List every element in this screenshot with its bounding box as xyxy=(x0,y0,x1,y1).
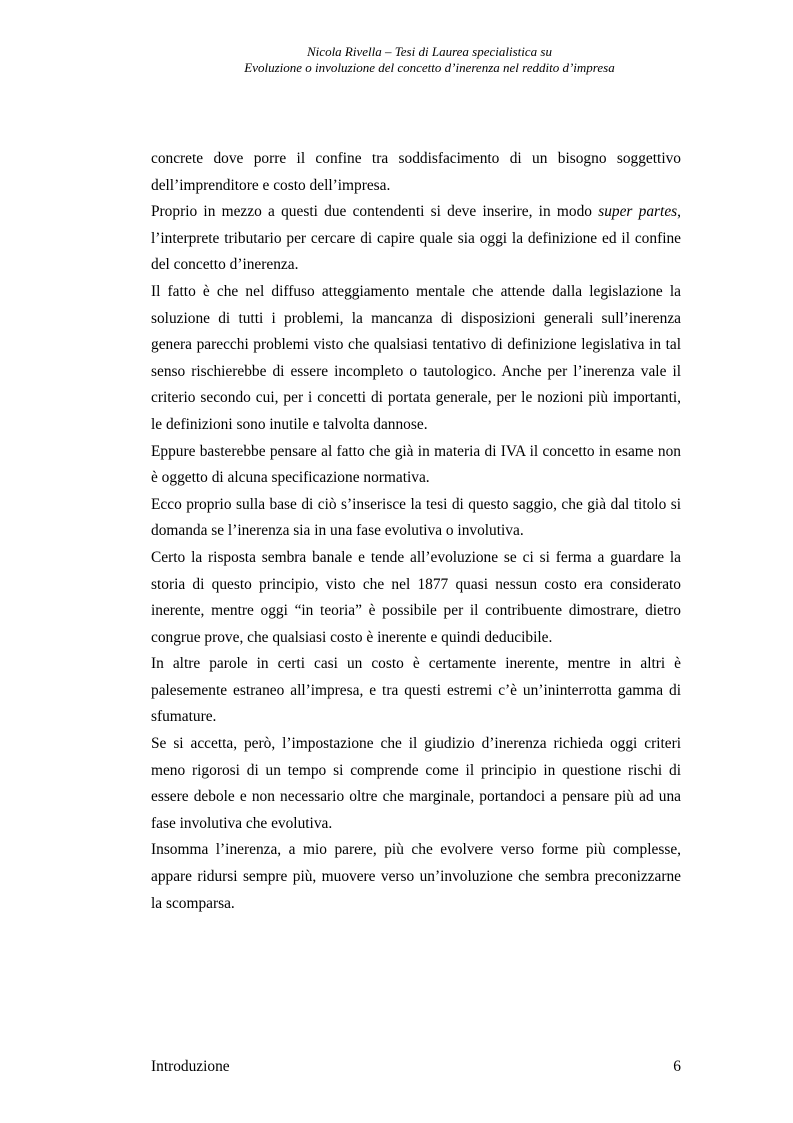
paragraph: Se si accetta, però, l’impostazione che il giudizio d’inerenza richieda oggi criteri meno rigorosi di un tempo si comprende come il principio in questione rischi di essere debole e non necessario oltre che marginale, portandoci a pensare più ad una fase involutiva che evolutiva. xyxy=(151,735,681,832)
paragraph: Ecco proprio sulla base di ciò s’inserisce la tesi di questo saggio, che già dal titolo si domanda se l’inerenza sia in una fase evolutiva o involutiva. xyxy=(151,495,681,540)
paragraph-text: Proprio in mezzo a questi due contendenti si deve inserire, in modo xyxy=(151,203,599,221)
body-text xyxy=(151,146,681,917)
paragraph: Certo la risposta sembra banale e tende all’evoluzione se ci si ferma a guardare la storia di questo principio, visto che nel 1877 quasi nessun costo era considerato inerente, mentre oggi “in teoria” è possibile per il contribuente dimostrare, dietro congrue prove, che qualsiasi costo è inerente e quindi deducibile. xyxy=(151,548,681,646)
running-header xyxy=(0,44,793,76)
paragraph-text: , l’interprete tributario per cercare di capire quale sia oggi la definizione ed il confine del concetto d’inerenza. xyxy=(151,203,682,274)
header-line-title: Evoluzione o involuzione del concetto d’inerenza nel reddito d’impresa xyxy=(244,60,615,75)
page-number: 6 xyxy=(673,1058,681,1075)
paragraph xyxy=(151,199,681,279)
paragraph: Il fatto è che nel diffuso atteggiamento mentale che attende dalla legislazione la soluzione di tutti i problemi, la mancanza di disposizioni generali sull’inerenza genera parecchi problemi visto che qualsiasi tentativo di definizione legislativa in tal senso rischierebbe di essere incompleto o tautologico. Anche per l’inerenza vale il criterio secondo cui, per i concetti di portata generale, per le nozioni più importanti, le definizioni sono inutile e talvolta dannose. xyxy=(151,282,681,433)
paragraph-emphasis: super partes xyxy=(598,203,678,221)
paragraph: Eppure basterebbe pensare al fatto che già in materia di IVA il concetto in esame non è oggetto di alcuna specificazione normativa. xyxy=(151,442,681,487)
header-line-author: Nicola Rivella – Tesi di Laurea specialistica su xyxy=(307,44,552,59)
paragraph: In altre parole in certi casi un costo è certamente inerente, mentre in altri è palesemente estraneo all’impresa, e tra questi estremi c’è un’ininterrotta gamma di sfumature. xyxy=(151,655,681,726)
paragraph: concrete dove porre il confine tra soddisfacimento di un bisogno soggettivo dell’imprenditore e costo dell’impresa. xyxy=(151,150,681,194)
footer-section-title: Introduzione xyxy=(151,1058,230,1075)
paragraph: Insomma l’inerenza, a mio parere, più che evolvere verso forme più complesse, appare ridursi sempre più, muovere verso un’involuzione che sembra preconizzarne la scomparsa. xyxy=(151,841,681,912)
